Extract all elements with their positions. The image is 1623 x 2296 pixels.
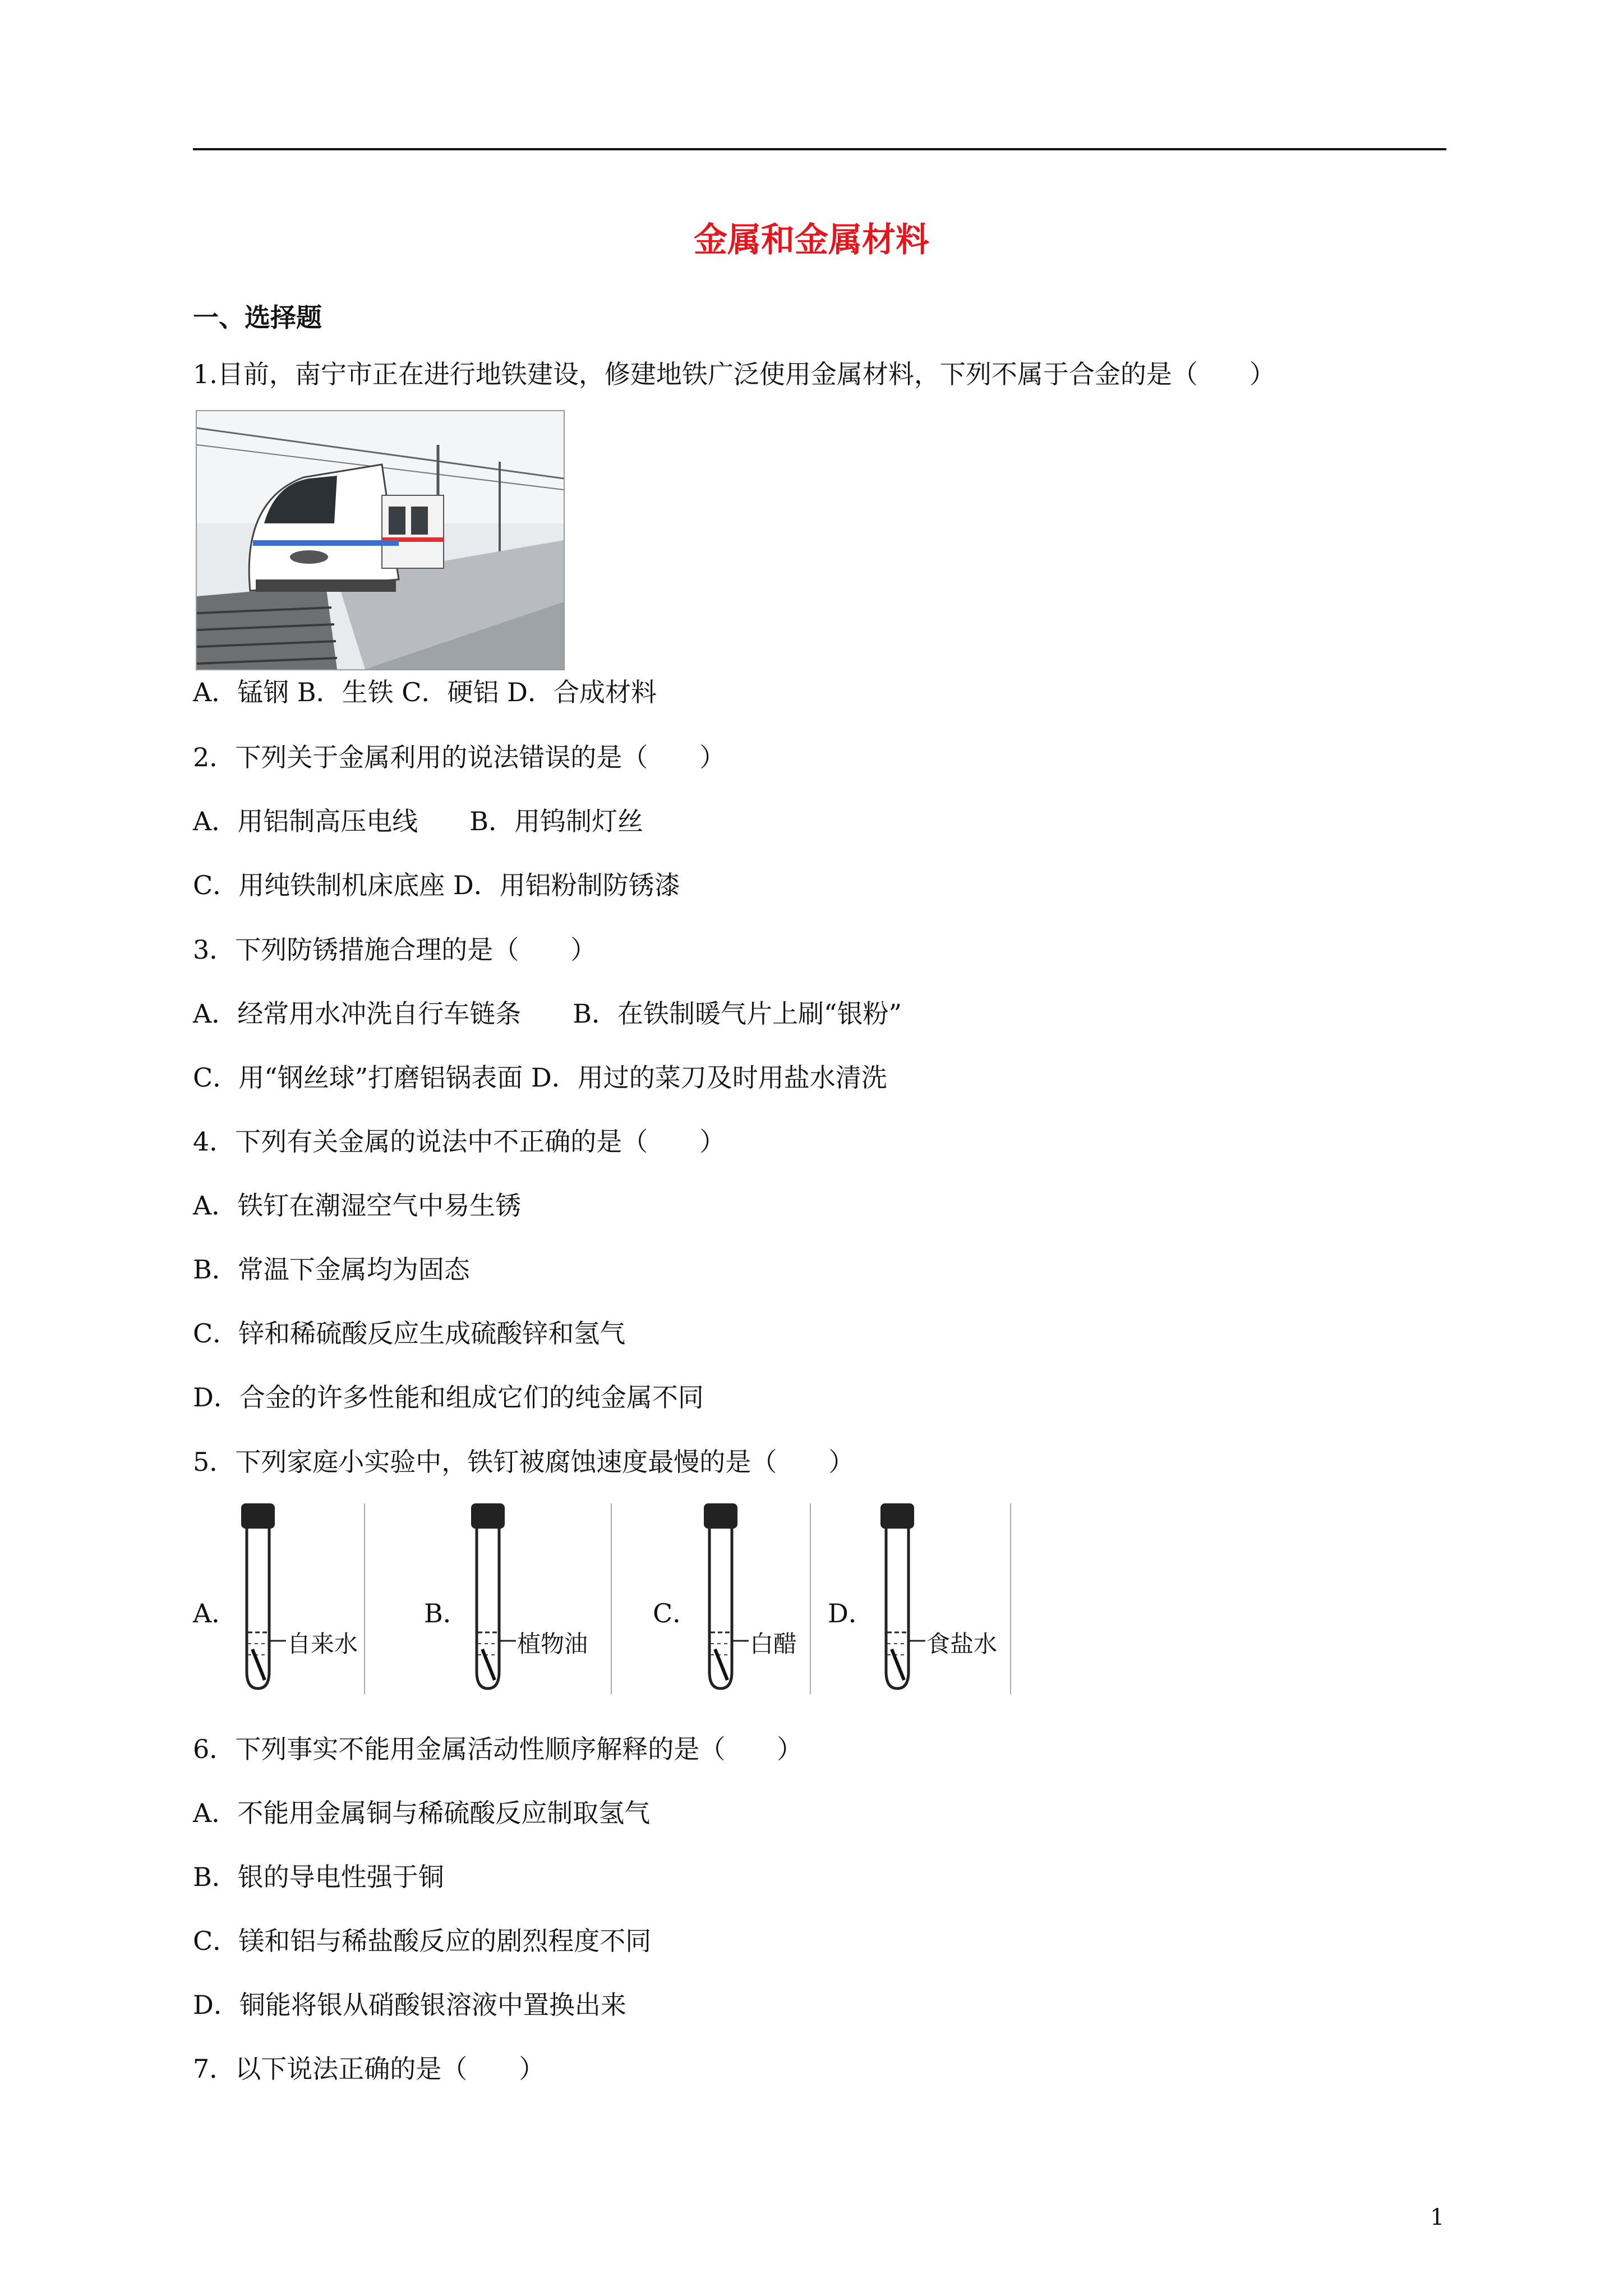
test-tube-water xyxy=(224,1503,370,1694)
question-3-text: 3．下列防锈措施合理的是（ ） xyxy=(193,935,597,965)
question-1-options: A．锰钢 B．生铁 C．硬铝 D．合成材料 xyxy=(193,677,657,707)
question-6-text: 6．下列事实不能用金属活动性顺序解释的是（ ） xyxy=(193,1734,803,1764)
header-rule xyxy=(193,148,1446,150)
question-6-option-d: D．铜能将银从硝酸银溶液中置换出来 xyxy=(193,1990,626,2020)
question-6-option-b: B．银的导电性强于铜 xyxy=(193,1862,444,1892)
tube-liquid-label: 自来水 xyxy=(287,1630,358,1658)
question-4-option-c: C．锌和稀硫酸反应生成硫酸锌和氢气 xyxy=(193,1318,626,1349)
tube-liquid-label: 植物油 xyxy=(517,1630,588,1658)
question-3-option-line: C．用“钢丝球”打磨铝锅表面 D．用过的菜刀及时用盐水清洗 xyxy=(193,1062,887,1093)
question-2-text: 2．下列关于金属利用的说法错误的是（ ） xyxy=(193,742,726,772)
question-2-option-line: C．用纯铁制机床底座 D．用铝粉制防锈漆 xyxy=(193,870,680,900)
test-tube-vegetable-oil xyxy=(454,1503,617,1694)
question-2-option-line: A．用铝制高压电线 B．用钨制灯丝 xyxy=(193,806,644,836)
question-4-option-a: A．铁钉在潮湿空气中易生锈 xyxy=(193,1190,522,1221)
tube-liquid-label: 食盐水 xyxy=(926,1630,998,1658)
test-tube-white-vinegar xyxy=(687,1503,816,1694)
question-6-option-c: C．镁和铝与稀盐酸反应的剧烈程度不同 xyxy=(193,1926,652,1956)
question-4-text: 4．下列有关金属的说法中不正确的是（ ） xyxy=(193,1126,726,1157)
question-6-option-a: A．不能用金属铜与稀硫酸反应制取氢气 xyxy=(193,1798,651,1828)
tube-option-label: C． xyxy=(653,1598,699,1628)
question-3-option-line: A．经常用水冲洗自行车链条 B．在铁制暖气片上刷“银粉” xyxy=(193,999,902,1029)
question-4-option-d: D．合金的许多性能和组成它们的纯金属不同 xyxy=(193,1382,704,1412)
subway-train-photo xyxy=(196,410,565,670)
tube-option-label: D． xyxy=(828,1598,874,1628)
question-5-text: 5．下列家庭小实验中，铁钉被腐蚀速度最慢的是（ ） xyxy=(193,1447,855,1477)
tube-option-label: A． xyxy=(193,1598,238,1628)
tube-option-label: B． xyxy=(424,1598,469,1628)
question-1-text: 1.目前，南宁市正在进行地铁建设，修建地铁广泛使用金属材料，下列不属于合金的是（ ） xyxy=(193,359,1275,389)
test-tube-salt-water xyxy=(864,1503,1015,1694)
section-heading: 一、选择题 xyxy=(193,302,322,333)
page-number: 1 xyxy=(1430,2205,1445,2230)
question-4-option-b: B．常温下金属均为固态 xyxy=(193,1254,470,1285)
tube-liquid-label: 白醋 xyxy=(750,1630,797,1658)
question-7-text: 7．以下说法正确的是（ ） xyxy=(193,2054,545,2084)
page-title: 金属和金属材料 xyxy=(694,220,929,260)
